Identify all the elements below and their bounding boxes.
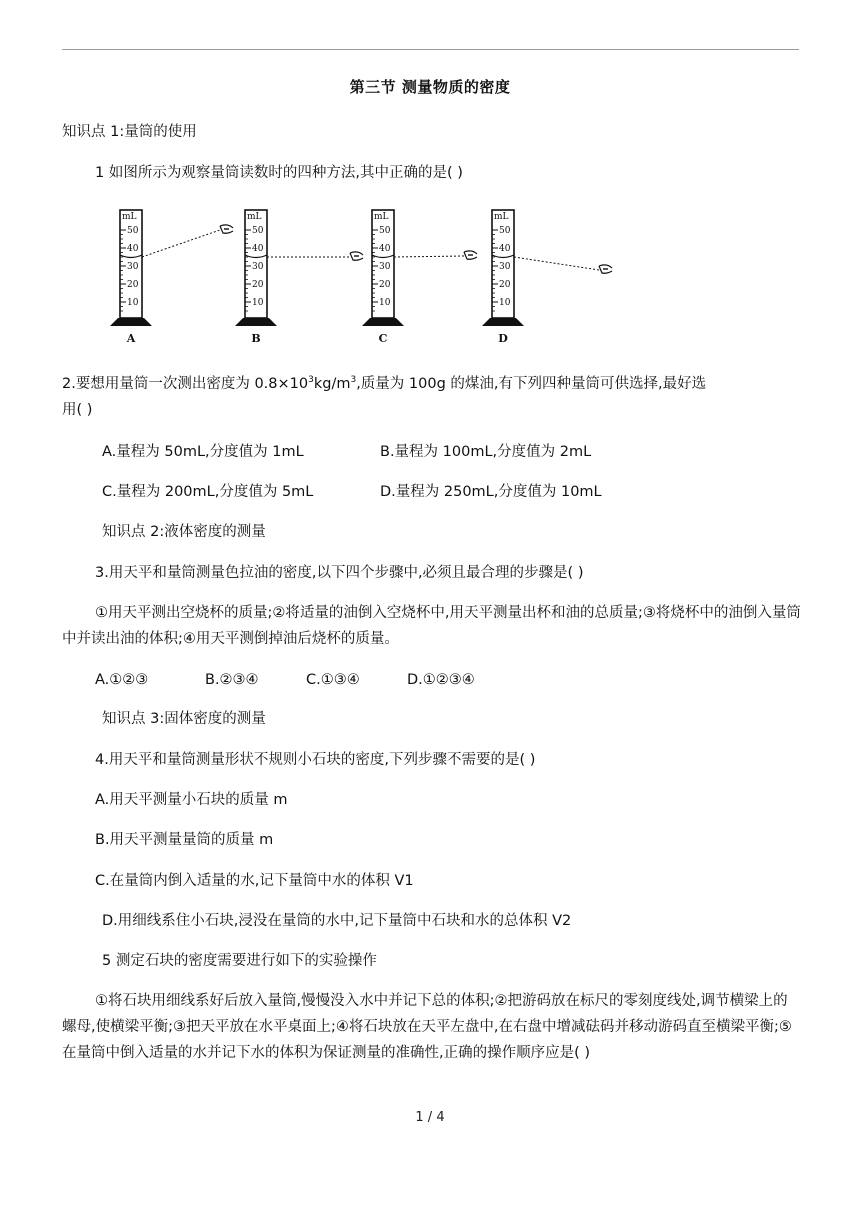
- tick-label: 20: [499, 280, 511, 290]
- cylinder-base: [235, 318, 277, 326]
- unit-label: mL: [247, 212, 262, 222]
- tick-label: 10: [252, 298, 264, 308]
- meniscus: [245, 255, 267, 258]
- tick-label: 50: [499, 226, 511, 236]
- question-2-line-2: 用( ): [62, 402, 93, 418]
- tick-label: 30: [499, 262, 511, 272]
- question-2-text-b: kg/m: [313, 376, 351, 392]
- tick-label: 50: [252, 226, 264, 236]
- page-title: 第三节 测量物质的密度: [349, 78, 511, 96]
- q3-option-c: C.①③④: [306, 672, 360, 688]
- cylinder-base: [482, 318, 524, 326]
- tick-label: 10: [379, 298, 391, 308]
- meniscus: [492, 255, 514, 258]
- tick-label: 40: [127, 244, 139, 254]
- sight-line: [142, 230, 220, 257]
- question-1: 1 如图所示为观察量筒读数时的四种方法,其中正确的是( ): [95, 165, 463, 181]
- cylinder-base: [110, 318, 152, 326]
- sight-line: [394, 256, 464, 257]
- tick-label: 20: [127, 280, 139, 290]
- question-3: 3.用天平和量筒测量色拉油的密度,以下四个步骤中,必须且最合理的步骤是( ): [95, 565, 584, 581]
- q4-option-c: C.在量筒内倒入适量的水,记下量筒中水的体积 V1: [95, 873, 414, 889]
- unit-label: mL: [122, 212, 137, 222]
- cylinder-label: C: [378, 332, 388, 345]
- question-5-steps: ①将石块用细线系好后放入量筒,慢慢没入水中并记下总的体积;②把游码放在标尺的零刻度线处,调节横梁上的螺母,使横梁平衡;③把天平放在水平桌面上;④将石块放在天平左盘中,在右盘中增减砝码并移动游码直至横梁平衡;⑤在量筒中倒入适量的水并记下水的体积为保证测量的准确性,正确的操作顺序应是( ): [62, 993, 792, 1061]
- cylinder-label: A: [126, 332, 136, 345]
- q4-option-a: A.用天平测量小石块的质量 m: [95, 792, 288, 808]
- cylinder-d: [482, 210, 612, 345]
- question-2-exp-2: 3: [350, 375, 357, 386]
- question-2-text-a: 2.要想用量筒一次测出密度为 0.8×10: [62, 376, 309, 392]
- tick-label: 40: [252, 244, 264, 254]
- question-5: 5 测定石块的密度需要进行如下的实验操作: [102, 953, 377, 969]
- cylinder-a: [110, 210, 233, 345]
- tick-label: 30: [252, 262, 264, 272]
- cylinder-label: D: [498, 332, 508, 345]
- q2-option-b: B.量程为 100mL,分度值为 2mL: [380, 444, 592, 460]
- question-2-line-1: [62, 373, 706, 395]
- tick-label: 10: [127, 298, 139, 308]
- cylinder-base: [362, 318, 404, 326]
- q4-option-b: B.用天平测量量筒的质量 m: [95, 832, 274, 848]
- question-2-text-c: ,质量为 100g 的煤油,有下列四种量筒可供选择,最好选: [356, 376, 707, 392]
- unit-label: mL: [374, 212, 389, 222]
- section-knowledge-3: 知识点 3:固体密度的测量: [102, 711, 266, 727]
- tick-label: 40: [499, 244, 511, 254]
- sight-line: [514, 257, 599, 270]
- q2-option-a: A.量程为 50mL,分度值为 1mL: [102, 444, 304, 460]
- cylinder-label: B: [251, 332, 261, 345]
- tick-label: 50: [127, 226, 139, 236]
- tick-label: 30: [127, 262, 139, 272]
- q2-option-c: C.量程为 200mL,分度值为 5mL: [102, 484, 314, 500]
- tick-label: 20: [379, 280, 391, 290]
- q2-option-d: D.量程为 250mL,分度值为 10mL: [380, 484, 602, 500]
- cylinder-b: [235, 210, 363, 345]
- tick-label: 10: [499, 298, 511, 308]
- unit-label: mL: [494, 212, 509, 222]
- question-4: 4.用天平和量筒测量形状不规则小石块的密度,下列步骤不需要的是( ): [95, 752, 536, 768]
- q3-option-d: D.①②③④: [407, 672, 475, 688]
- question-2-exp-1: 3: [308, 375, 314, 386]
- header-rule: [62, 49, 799, 50]
- meniscus: [372, 255, 394, 258]
- q3-option-b: B.②③④: [205, 672, 259, 688]
- tick-label: 40: [379, 244, 391, 254]
- graduated-cylinder-figure: [100, 200, 620, 350]
- tick-label: 30: [379, 262, 391, 272]
- page-number: 1 / 4: [415, 1110, 445, 1125]
- q4-option-d: D.用细线系住小石块,浸没在量筒的水中,记下量筒中石块和水的总体积 V2: [102, 913, 572, 929]
- tick-label: 20: [252, 280, 264, 290]
- section-knowledge-1: 知识点 1:量筒的使用: [62, 124, 197, 140]
- q3-option-a: A.①②③: [95, 672, 149, 688]
- tick-label: 50: [379, 226, 391, 236]
- meniscus: [120, 255, 142, 258]
- section-knowledge-2: 知识点 2:液体密度的测量: [102, 524, 266, 540]
- cylinder-c: [362, 210, 477, 345]
- question-3-steps: ①用天平测出空烧杯的质量;②将适量的油倒入空烧杯中,用天平测量出杯和油的总质量;③将烧杯中的油倒入量筒中并读出油的体积;④用天平测倒掉油后烧杯的质量。: [62, 605, 801, 647]
